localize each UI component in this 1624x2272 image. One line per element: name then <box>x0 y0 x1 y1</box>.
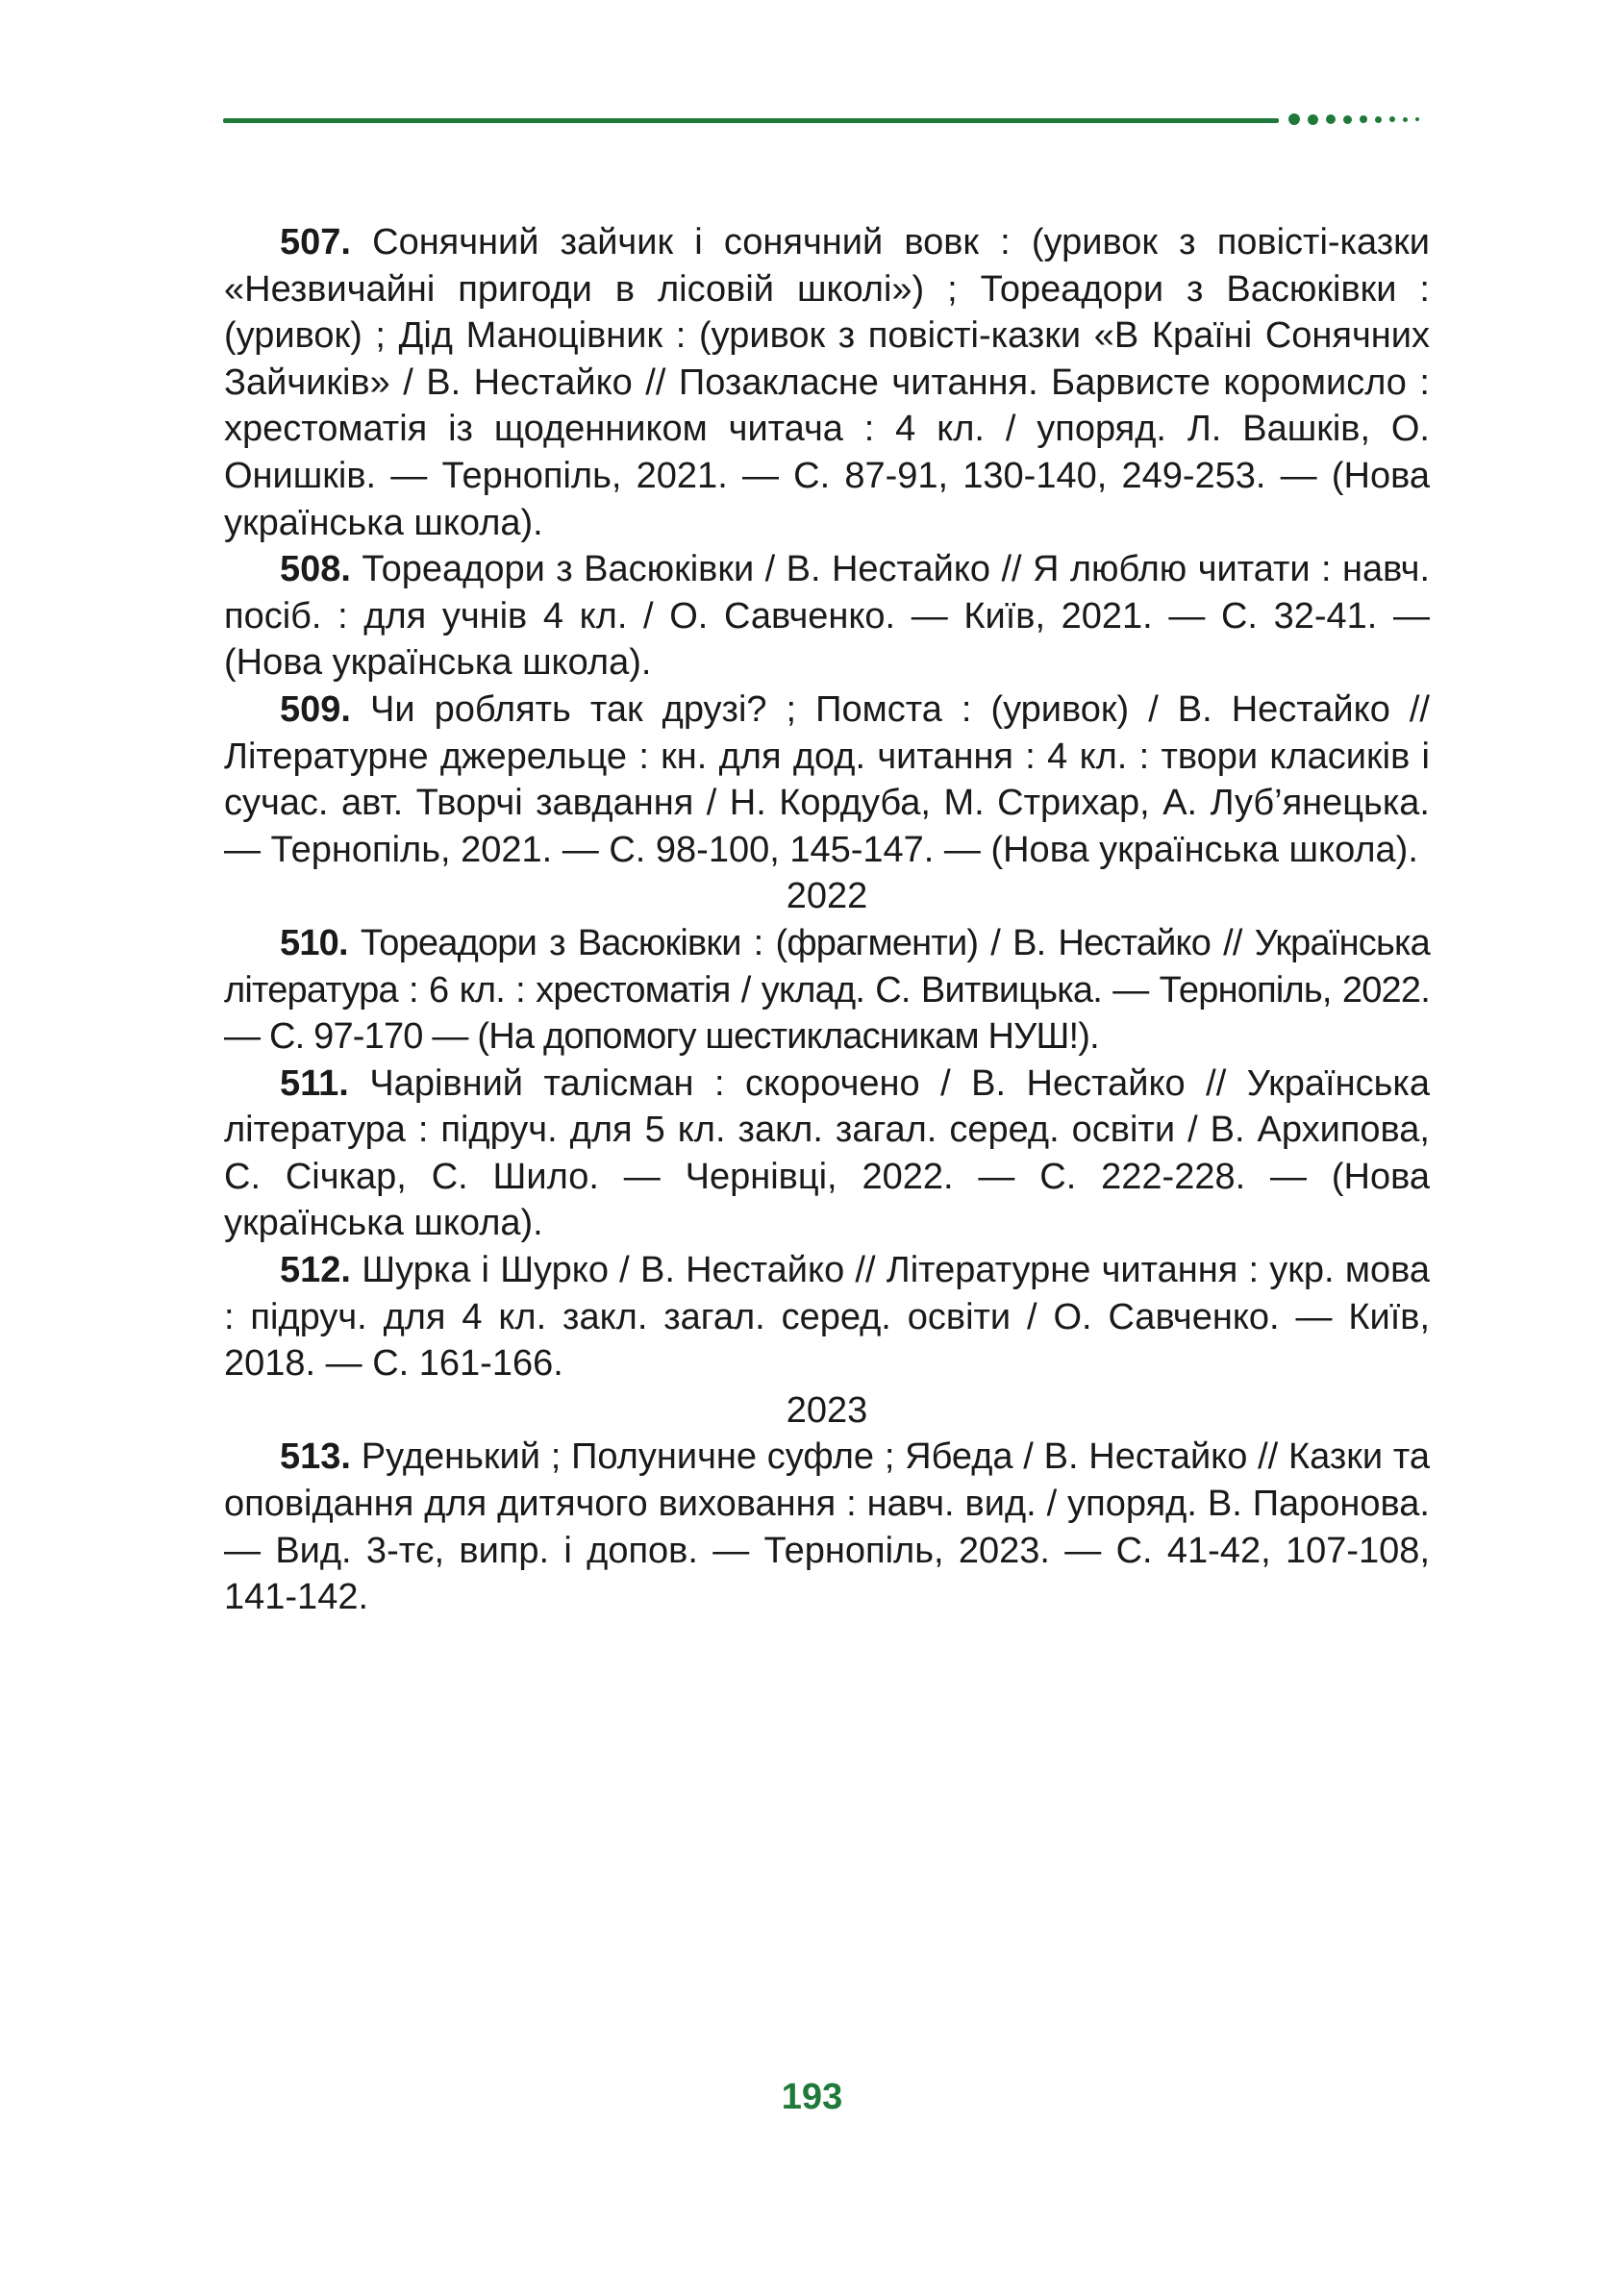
entry-number: 507. <box>280 222 351 262</box>
entry-text: Шурка і Шурко / В. Нестайко // Літературне читання : укр. мова : підруч. для 4 кл. закл. загал. серед. освіти / О. Савченко. — Київ, 2018. — С. 161-166. <box>224 1250 1430 1385</box>
entry-text: Чи роблять так друзі? ; Помста : (уривок) / В. Нестайко // Літературне джерельце : кн. для дод. читання : 4 кл. : твори класиків і сучас. авт. Творчі завдання / Н. Кордуба, М. Стрихар, А. Луб’янецька. — Тернопіль, 2021. — С. 98-100, 145-147. — (Нова українська школа). <box>224 688 1430 870</box>
year-heading-2023: 2023 <box>786 1389 868 1431</box>
header-dot <box>1308 114 1318 125</box>
entry-number: 512. <box>280 1250 351 1291</box>
bibliography-list <box>224 219 1430 1621</box>
entry-text: Тореадори з Васюківки / В. Нестайко // Я люблю читати : навч. посіб. : для учнів 4 кл. / О. Савченко. — Київ, 2021. — С. 32-41. — (Нова українська школа). <box>224 549 1430 684</box>
header-dot <box>1415 117 1419 121</box>
header-dot <box>1360 115 1367 123</box>
bibliography-entry-513 <box>224 1434 1430 1620</box>
header-dot <box>1375 116 1382 123</box>
bibliography-entry-510 <box>224 920 1430 1061</box>
bibliography-entry-507 <box>224 219 1430 546</box>
entry-text: Чарівний талісман : скорочено / В. Нестайко // Українська література : підруч. для 5 кл. закл. загал. серед. освіти / В. Архипова, С. Січкар, С. Шило. — Чернівці, 2022. — С. 222-228. — (Нова українська школа). <box>224 1062 1430 1244</box>
entry-number: 509. <box>280 688 351 730</box>
header-dot <box>1326 114 1336 124</box>
entry-text: Руденький ; Полуничне суфле ; Ябеда / В. Нестайко // Казки та оповідання для дитячого виховання : навч. вид. / упоряд. В. Паронова. — Вид. 3-тє, випр. і допов. — Тернопіль, 2023. — С. 41-42, 107-108, 141-142. <box>224 1436 1430 1618</box>
year-heading-2022: 2022 <box>786 876 868 917</box>
entry-number: 511. <box>280 1062 349 1104</box>
page-number: 193 <box>781 2077 843 2117</box>
bibliography-entry-511 <box>224 1061 1430 1247</box>
header-dot <box>1288 113 1300 125</box>
entry-number: 513. <box>280 1436 351 1478</box>
entry-number: 510. <box>280 922 348 963</box>
entry-text: Сонячний зайчик і сонячний вовк : (уривок з повісті-казки «Незвичайні пригоди в лісовій школі») ; Тореадори з Васюківки : (уривок) ; Дід Маноцівник : (уривок з повісті-казки «В Країні Сонячних Зайчиків» / В. Нестайко // Позакласне читання. Барвисте коромисло : хрестоматія із щоденником читача : 4 кл. / упоряд. Л. Вашків, О. Онишків. — Тернопіль, 2021. — С. 87-91, 130-140, 249-253. — (Нова українська школа). <box>224 222 1430 543</box>
bibliography-entry-512 <box>224 1247 1430 1387</box>
header-rule <box>223 118 1279 123</box>
header-dot <box>1389 116 1395 122</box>
header-dot <box>1403 117 1408 122</box>
bibliography-entry-509 <box>224 687 1430 873</box>
bibliography-entry-508 <box>224 546 1430 687</box>
header-dot <box>1343 115 1352 124</box>
entry-number: 508. <box>280 549 351 590</box>
entry-text: Тореадори з Васюківки : (фрагменти) / В. Нестайко // Українська література : 6 кл. : хрестоматія / уклад. С. Витвицька. — Тернопіль, 2022. — С. 97-170 — (На допомогу шестикласникам НУШ!). <box>224 922 1430 1058</box>
